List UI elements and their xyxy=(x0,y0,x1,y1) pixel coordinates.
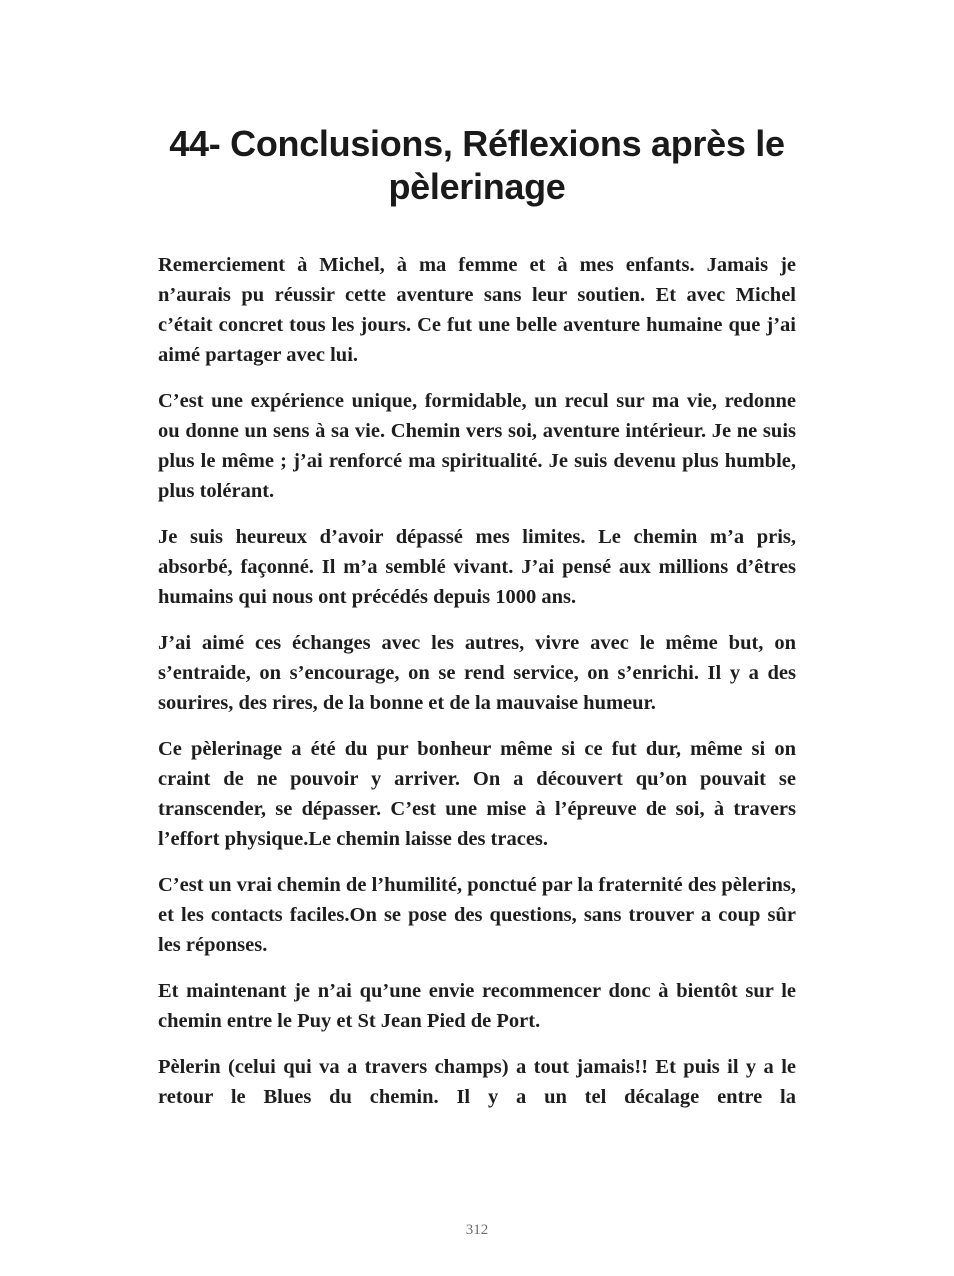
paragraph-4: J’ai aimé ces échanges avec les autres, vivre avec le même but, on s’entraide, on s’encourage, on se rend service, on s’enrichi. Il y a des sourires, des rires, de la bonne et de la mauvaise humeur. xyxy=(158,632,796,714)
chapter-title-line-2: pèlerinage xyxy=(388,166,566,207)
paragraph-2: C’est une expérience unique, formidable, un recul sur ma vie, redonne ou donne un sens à sa vie. Chemin vers soi, aventure intérieur. Je ne suis plus le même ; j’ai renforcé ma spiritualité. Je suis devenu plus humble, plus tolérant. xyxy=(158,390,796,502)
chapter-title xyxy=(150,122,804,208)
paragraph-5: Ce pèlerinage a été du pur bonheur même si ce fut dur, même si on craint de ne pouvoir y arriver. On a découvert qu’on pouvait se transcender, se dépasser. C’est une mise à l’épreuve de soi, à travers l’effort physique.Le chemin laisse des traces. xyxy=(158,738,796,850)
page-number: 312 xyxy=(465,1222,489,1238)
paragraph-1: Remerciement à Michel, à ma femme et à mes enfants. Jamais je n’aurais pu réussir cette aventure sans leur soutien. Et avec Michel c’était concret tous les jours. Ce fut une belle aventure humaine que j’ai aimé partager avec lui. xyxy=(158,254,796,366)
paragraph-7: Et maintenant je n’ai qu’une envie recommencer donc à bientôt sur le chemin entre le Puy et St Jean Pied de Port. xyxy=(158,980,796,1032)
paragraph-3: Je suis heureux d’avoir dépassé mes limites. Le chemin m’a pris, absorbé, façonné. Il m’a semblé vivant. J’ai pensé aux millions d’êtres humains qui nous ont précédés depuis 1000 ans. xyxy=(158,526,796,608)
paragraph-6: C’est un vrai chemin de l’humilité, ponctué par la fraternité des pèlerins, et les contacts faciles.On se pose des questions, sans trouver a coup sûr les réponses. xyxy=(158,874,796,956)
chapter-title-line-1: 44- Conclusions, Réflexions après le xyxy=(169,123,785,164)
paragraph-8: Pèlerin (celui qui va a travers champs) a tout jamais!! Et puis il y a le retour le Blues du chemin. Il y a un tel décalage entre la xyxy=(158,1056,796,1108)
body-text xyxy=(158,250,796,1128)
